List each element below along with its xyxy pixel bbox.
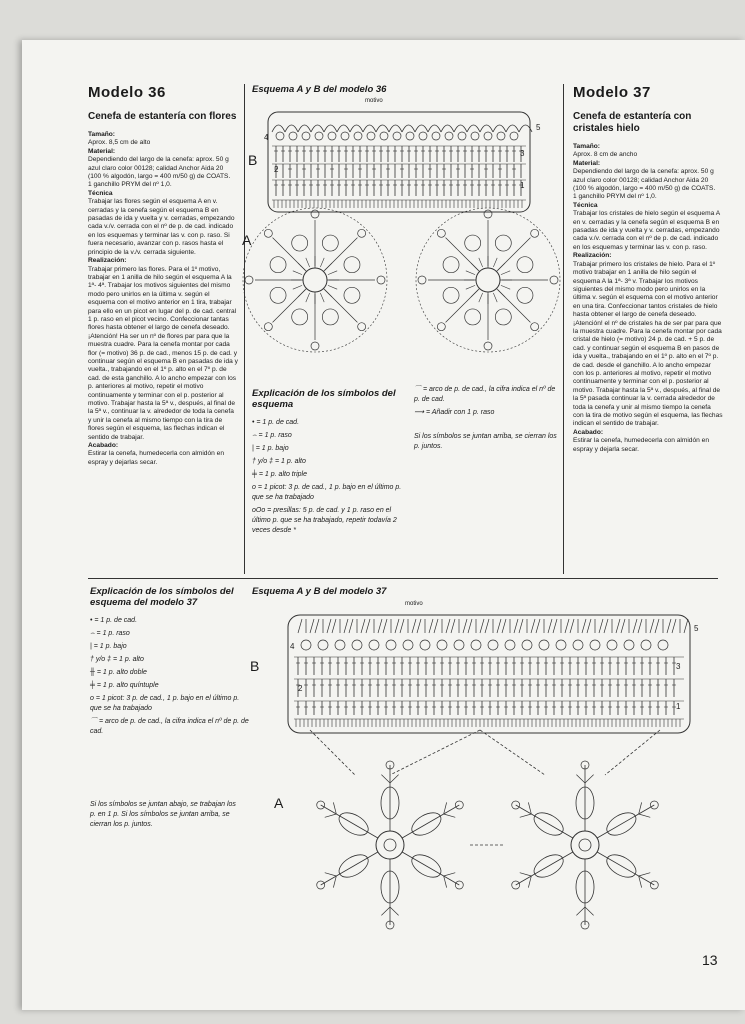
symbols-36-list-right [414, 385, 562, 421]
model-36-column [88, 84, 238, 467]
arc-ring [318, 640, 328, 650]
branch [639, 873, 651, 876]
arc-ring [276, 132, 284, 140]
motivo-label: motivo [405, 601, 423, 607]
row-number: 3 [520, 149, 525, 158]
branch [390, 775, 399, 783]
symbols-37-list [90, 616, 250, 740]
flake-arm [321, 852, 378, 885]
scallop [337, 125, 350, 132]
picot [484, 210, 492, 218]
scallop [493, 125, 506, 132]
picot [317, 881, 325, 889]
flake-center [376, 831, 404, 859]
stitch [501, 285, 510, 289]
fan-stitch [621, 619, 637, 633]
row-number: 5 [694, 624, 699, 633]
symbol-entry: • = 1 p. de cad. [90, 617, 138, 624]
arc-ring [556, 640, 566, 650]
branch [381, 775, 390, 783]
scallop [415, 125, 428, 132]
stitch [298, 290, 305, 297]
symbol-entry: ⌢ = 1 p. raso [90, 630, 130, 637]
column-divider [244, 84, 245, 574]
symbol-entry: ⟶ = Añadir con 1 p. raso [414, 409, 495, 416]
stitch [325, 263, 332, 270]
petal [495, 235, 511, 251]
section-heading: Técnica [88, 189, 113, 197]
scallop [441, 125, 454, 132]
section-heading: Material: [88, 147, 116, 155]
row-number: 2 [298, 684, 303, 693]
flake-arm [597, 805, 654, 838]
fan-stitch [553, 619, 569, 633]
stitch [471, 290, 478, 297]
band-outline [288, 615, 690, 733]
symbol-entry: ╪ = 1 p. alto triple [252, 471, 307, 478]
petal [465, 235, 481, 251]
branch [576, 907, 585, 915]
stitch [306, 293, 310, 302]
stitch [479, 293, 483, 302]
fan-stitch [383, 619, 399, 633]
fan-stitch [570, 619, 586, 633]
arc-ring [315, 132, 323, 140]
arc-ring [488, 640, 498, 650]
scallop [506, 125, 519, 132]
arc-ring [454, 640, 464, 650]
arc-ring [386, 640, 396, 650]
paragraph: Estirar la cenefa, humedecerla con almidón en espray y dejarlas secar. [88, 450, 224, 466]
arc-ring [607, 640, 617, 650]
scallop [402, 125, 415, 132]
arc-ring [341, 132, 349, 140]
stitch [466, 271, 475, 275]
model-36-title: Modelo 36 [88, 84, 166, 101]
flake-arm [402, 805, 459, 838]
paragraph: 1 ganchillo PRYM del nº 1,0. [573, 193, 657, 201]
label-a: A [242, 232, 252, 248]
flower-center [476, 268, 500, 292]
picot [358, 323, 366, 331]
symbol-entry: ╫ = 1 p. alto doble [90, 669, 147, 676]
fan-stitch [400, 619, 416, 633]
arc-ring [539, 640, 549, 650]
flake-ring [384, 839, 396, 851]
arc-ring [369, 640, 379, 650]
scallop [467, 125, 480, 132]
model-37-column [573, 84, 723, 454]
fan-stitch [451, 619, 467, 633]
scallop [298, 125, 311, 132]
symbol-entry: | = 1 p. bajo [90, 643, 127, 650]
arc-ring [510, 132, 518, 140]
stitch [498, 263, 505, 270]
fan-stitch [672, 619, 688, 633]
picot [311, 210, 319, 218]
branch [444, 814, 456, 817]
stitch [320, 293, 324, 302]
arc-ring [471, 132, 479, 140]
arc-ring [590, 640, 600, 650]
symbol-entry: | = 1 p. bajo [252, 445, 289, 452]
picot [317, 801, 325, 809]
symbols-36-note: Si los símbolos se juntan arriba, se cierran los p. juntos. [414, 433, 557, 450]
schema-37-diagram [280, 605, 700, 935]
arc-ring [641, 640, 651, 650]
model-36-subtitle: Cenefa de estantería con flores [88, 111, 237, 122]
scallop [311, 125, 324, 132]
paragraph: Aprox. 8,5 cm de alto [88, 139, 151, 147]
picot [455, 881, 463, 889]
fan-stitch [587, 619, 603, 633]
fan-stitch [485, 619, 501, 633]
petal [292, 309, 308, 325]
scallop [389, 125, 402, 132]
row-number: 1 [676, 702, 681, 711]
flake-center [571, 831, 599, 859]
branch [444, 873, 456, 876]
row-number: 4 [264, 133, 269, 142]
symbol-entry: ⌒ = arco de p. de cad., la cifra indica el nº de p. de cad. [90, 718, 249, 735]
fan-stitch [298, 619, 314, 633]
label-b: B [250, 658, 260, 674]
flake-arm [516, 805, 573, 838]
symbols-36-title: Explicación de los símbolos del esquema [252, 388, 396, 410]
picot [311, 342, 319, 350]
arc-ring [289, 132, 297, 140]
arc-ring [437, 640, 447, 650]
schema-36-diagram [260, 100, 550, 360]
stitch [501, 271, 510, 275]
symbol-entry: o = 1 picot: 3 p. de cad., 1 p. bajo en el último p. que se ha trabajado [252, 484, 402, 501]
petal [270, 287, 286, 303]
petal [344, 287, 360, 303]
motivo-label: motivo [365, 98, 383, 104]
branch [576, 775, 585, 783]
flower-center [303, 268, 327, 292]
symbol-entry: o = 1 picot: 3 p. de cad., 1 p. bajo en el último p. que se ha trabajado [90, 695, 240, 712]
arc-ring [302, 132, 310, 140]
petal [443, 287, 459, 303]
flake-ring [579, 839, 591, 851]
fan-stitch [604, 619, 620, 633]
branch [325, 873, 337, 876]
fan-stitch [468, 619, 484, 633]
picot [531, 229, 539, 237]
arc-ring [432, 132, 440, 140]
picot [437, 229, 445, 237]
column-divider [563, 84, 564, 574]
petal [292, 235, 308, 251]
branch [390, 907, 399, 915]
section-divider [88, 578, 718, 579]
petal [495, 309, 511, 325]
arc-ring [367, 132, 375, 140]
flake-arm [321, 805, 378, 838]
stitch [479, 258, 483, 267]
petal [322, 309, 338, 325]
scallop [376, 125, 389, 132]
symbol-entry: ╪ = 1 p. alto quíntuple [90, 682, 159, 689]
stitch [466, 285, 475, 289]
arc-ring [497, 132, 505, 140]
section-heading: Tamaño: [573, 143, 600, 150]
arc-ring [335, 640, 345, 650]
picot [264, 229, 272, 237]
model-37-body [573, 143, 723, 454]
paragraph: Dependiendo del largo de la cenefa: aprox. 50 g azul claro color 00128; calidad Anchor Aida 20 (100 % algodón, largo = 400 m/50 g) de COATS. [573, 168, 716, 193]
branch [520, 873, 532, 876]
branch [381, 907, 390, 915]
model-37-subtitle: Cenefa de estantería con cristales hielo [573, 111, 692, 134]
stitch [293, 271, 302, 275]
section-heading: Tamaño: [88, 131, 115, 138]
petal [443, 257, 459, 273]
petal [465, 309, 481, 325]
label-b: B [248, 152, 258, 168]
fan-stitch [332, 619, 348, 633]
scallop [363, 125, 376, 132]
branch [585, 775, 594, 783]
picot [531, 323, 539, 331]
stitch [298, 263, 305, 270]
paragraph: Trabajar primero los cristales de hielo. Para el 1º motivo trabajar en 1 anilla de hilo según el esquema A la 1ª- 3ª v. Trabajar los motivos siguientes del mismo modo pero unirlos en la última v. según el esquema con el motivo anterior en una tira. Confeccionar tantos cristales de hielo hasta obtener el largo de cenefa deseado. ¡Atención! el nº de cristales ha de ser par para que la muestra cuadre. Para la cenefa montar por cada cristal de hielo (= motivo) 24 p. de cad. + 5 p. de cad. y continuar según el esquema B en pasos de ida y vuelta., trabajando en el 1º p. alto en el 7º p. de cad. desde el ganchillo. A lo ancho empezar con los p. anteriores al motivo, repetir el motivo continuamente y terminar con el p. posterior al motivo. Trabajar hasta la 5ª v., después, al final de la 5ª pasada continuar la v. cerrada alrededor de toda la cenefa y unir al mismo tiempo la cenefa con la tira de motivo según el esquema, las flechas indican el sentido de trabajar. [573, 260, 723, 428]
row-number: 5 [536, 123, 541, 132]
petal [322, 235, 338, 251]
label-a: A [274, 795, 284, 811]
symbol-entry: oOo = presillas: 5 p. de cad. y 1 p. raso en el último p. que se ha trabajado, repetir todavía 2 veces desde * [252, 507, 397, 534]
petal [270, 257, 286, 273]
arc-ring [522, 640, 532, 650]
section-heading: Acabado: [573, 428, 604, 436]
arc-ring [403, 640, 413, 650]
scallop [272, 125, 285, 132]
row-number: 4 [290, 642, 295, 651]
scallop [350, 125, 363, 132]
arc-ring [624, 640, 634, 650]
arc-ring [445, 132, 453, 140]
chain-arrow [480, 730, 545, 775]
petal [517, 257, 533, 273]
branch [585, 907, 594, 915]
symbols-37-title: Explicación de los símbolos del esquema del modelo 37 [90, 586, 234, 608]
symbol-entry: ⌒ = arco de p. de cad., la cifra indica el nº de p. de cad. [414, 386, 556, 403]
flake-arm [402, 852, 459, 885]
fan-stitch [366, 619, 382, 633]
arc-ring [484, 132, 492, 140]
arc-ring [573, 640, 583, 650]
paragraph: Trabajar los cristales de hielo según el esquema A en v. cerradas y la cenefa según el esquema B en pasadas de ida y vuelta y v. cerradas, empezando cada v./v. cerrada con el nº de p. de cad. indicado en los esquemas y terminar las v. con p. raso. [573, 210, 720, 251]
fan-stitch [638, 619, 654, 633]
picot [264, 323, 272, 331]
section-heading: Acabado: [88, 442, 119, 450]
schema-36-title: Esquema A y B del modelo 36 [252, 84, 387, 95]
scallop [324, 125, 337, 132]
fan-stitch [536, 619, 552, 633]
stitch [328, 285, 337, 289]
stitch [320, 258, 324, 267]
stitch [328, 271, 337, 275]
paragraph: Estirar la cenefa, humedecerla con almidón en espray y dejarla secar. [573, 437, 709, 453]
stitch [325, 290, 332, 297]
paragraph: Dependiendo del largo de la cenefa: aprox. 50 g azul claro color 00128; calidad Anchor Aida 20 (100 % algodón, largo = 400 m/50 g) de COATS. [88, 156, 231, 181]
scallop [285, 125, 298, 132]
fan-stitch [417, 619, 433, 633]
picot [437, 323, 445, 331]
fan-stitch [519, 619, 535, 633]
picot [358, 229, 366, 237]
arc-ring [380, 132, 388, 140]
scallop [480, 125, 493, 132]
arc-ring [658, 640, 668, 650]
arc-ring [328, 132, 336, 140]
stitch [306, 258, 310, 267]
stitch [498, 290, 505, 297]
branch [639, 814, 651, 817]
picot [512, 881, 520, 889]
picot [484, 342, 492, 350]
stitch [493, 293, 497, 302]
stitch [293, 285, 302, 289]
chain-arrow [605, 730, 660, 775]
arc-ring [406, 132, 414, 140]
symbols-36-list [252, 418, 402, 539]
symbol-entry: † y/o ‡ = 1 p. alto [252, 458, 306, 465]
model-36-body [88, 131, 238, 467]
fan-stitch [315, 619, 331, 633]
row-number: 2 [274, 165, 279, 174]
stitch [493, 258, 497, 267]
arc-ring [301, 640, 311, 650]
symbols-37-note: Si los símbolos se juntan abajo, se trabajan los p. en 1 p. Si los símbolos se juntan arriba, se cierran los p. juntos. [90, 801, 236, 828]
paragraph: 1 ganchillo PRYM del nº 1,0. [88, 181, 172, 189]
arc-ring [471, 640, 481, 650]
arc-ring [354, 132, 362, 140]
section-heading: Realización: [573, 252, 612, 260]
symbol-entry: • = 1 p. de cad. [252, 419, 300, 426]
scallop [428, 125, 441, 132]
arc-ring [352, 640, 362, 650]
paragraph: Trabajar primero las flores. Para el 1º motivo, trabajar en 1 anilla de hilo según el esquema A la 1ª- 4ª. Trabajar los motivos siguientes del mismo modo pero unirlos en la última v. según el esquema con el motivo anterior en 1 tira, trabajar para ello en un picot en lugar del p. de cad. central 1 p. raso en el picot vecino. Confeccionar tantas flores hasta obtener el largo de cenefa deseado. ¡Atención! Ha ser un nº de flores par para que la muestra cuadre. Para la cenefa montar por cada flor (= motivo) 36 p. de cad., menos 15 p. de cad. y continuar según el esquema B en pasadas de ida y vuelta., trabajando en el 1º p. alto en el 7º p. de cad. de esta ganchillo. A lo ancho empezar con los p. anteriores al motivo, repetir el motivo continuamente y terminar con el p. posterior al motivo. Trabajar hasta la 5ª v., después, al final de la 5ª v., continuar la v. alrededor de toda la cenefa y unir la cenefa al mismo tiempo con la tira de flores según el esquema, las flechas indican el sentido de trabajar. [88, 265, 238, 441]
arc-ring [505, 640, 515, 650]
flake-arm [516, 852, 573, 885]
section-heading: Material: [573, 159, 601, 167]
fan-stitch [655, 619, 671, 633]
picot [512, 801, 520, 809]
symbol-entry: ⌢ = 1 p. raso [252, 432, 292, 439]
flake-arm [597, 852, 654, 885]
paragraph: Trabajar las flores según el esquema A en v. cerradas y la cenefa según el esquema B en pasadas de ida y vuelta y v. cerradas, empezando cada v./v. cerrada con el nº de p. de cad. indicado en los esquemas y terminar las v. con p. raso. Si fuera necesario, avanzar con p. rasos hasta el principio de la v./v. cerrada siguiente. [88, 198, 235, 256]
paragraph: Aprox. 8 cm de ancho [573, 151, 638, 159]
symbol-entry: † y/o ‡ = 1 p. alto [90, 656, 144, 663]
model-37-title: Modelo 37 [573, 84, 651, 101]
row-number: 3 [676, 662, 681, 671]
branch [325, 814, 337, 817]
chain-arrow [310, 730, 355, 775]
chain-arrow [390, 730, 480, 775]
section-heading: Técnica [573, 201, 598, 209]
page-number: 13 [702, 952, 718, 968]
fan-stitch [349, 619, 365, 633]
picot [377, 276, 385, 284]
petal [517, 287, 533, 303]
arc-ring [419, 132, 427, 140]
scallop [454, 125, 467, 132]
arc-ring [393, 132, 401, 140]
fan-stitch [502, 619, 518, 633]
petal [344, 257, 360, 273]
fan-stitch [434, 619, 450, 633]
section-heading: Realización: [88, 257, 127, 265]
arc-ring [458, 132, 466, 140]
arc-ring [420, 640, 430, 650]
stitch [471, 263, 478, 270]
branch [520, 814, 532, 817]
schema-37-title: Esquema A y B del modelo 37 [252, 586, 387, 597]
picot [418, 276, 426, 284]
row-number: 1 [520, 181, 525, 190]
picot [455, 801, 463, 809]
